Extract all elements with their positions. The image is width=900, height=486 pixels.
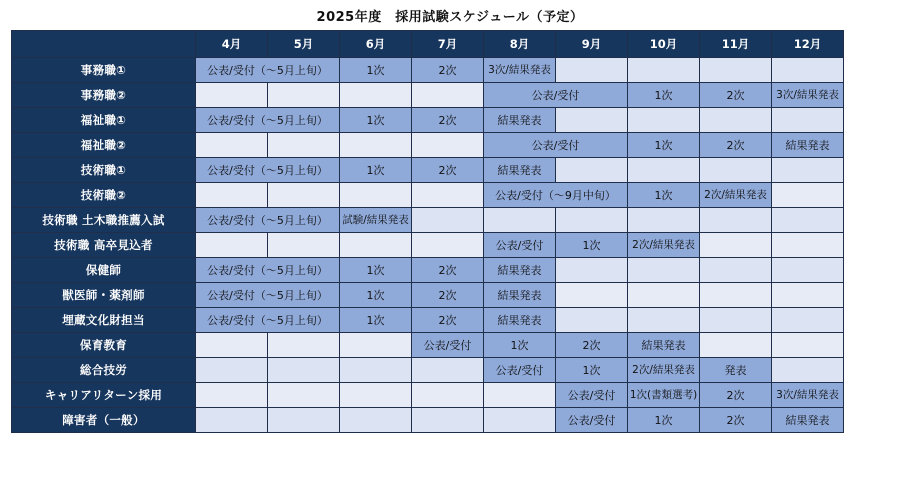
- cell-text: 1次: [654, 88, 673, 102]
- cell-text: 結果発表: [785, 413, 830, 427]
- month-header: 6月: [340, 31, 412, 58]
- empty-cell: [772, 333, 844, 358]
- month-header: 11月: [700, 31, 772, 58]
- schedule-cell: [700, 183, 772, 208]
- cell-text: 2次: [726, 413, 745, 427]
- schedule-cell: [412, 333, 484, 358]
- empty-cell: [196, 133, 268, 158]
- cell-text: 2次: [438, 313, 457, 327]
- cell-text: 3次/結果発表: [776, 388, 839, 401]
- empty-cell: [772, 358, 844, 383]
- schedule-cell: [484, 158, 556, 183]
- empty-cell: [484, 383, 556, 408]
- schedule-cell: [628, 408, 700, 433]
- empty-cell: [772, 58, 844, 83]
- schedule-cell: [772, 133, 844, 158]
- row-header: 獣医師・薬剤師: [12, 283, 196, 308]
- cell-text: 公表/受付（～5月上旬）: [207, 263, 328, 277]
- schedule-row: [12, 233, 844, 258]
- schedule-cell: [412, 58, 484, 83]
- cell-text: 1次: [366, 313, 385, 327]
- empty-cell: [412, 208, 484, 233]
- schedule-cell: [628, 233, 700, 258]
- empty-cell: [556, 258, 628, 283]
- cell-text: 結果発表: [641, 338, 686, 352]
- empty-cell: [700, 308, 772, 333]
- empty-cell: [196, 233, 268, 258]
- row-header: 福祉職①: [12, 108, 196, 133]
- cell-text: 2次: [438, 113, 457, 127]
- cell-text: 公表/受付: [567, 388, 616, 402]
- row-header: 埋蔵文化財担当: [12, 308, 196, 333]
- empty-cell: [556, 58, 628, 83]
- empty-cell: [628, 158, 700, 183]
- empty-cell: [196, 358, 268, 383]
- schedule-cell: [700, 358, 772, 383]
- schedule-row: [12, 208, 844, 233]
- empty-cell: [268, 408, 340, 433]
- month-header: 5月: [268, 31, 340, 58]
- schedule-table: [11, 30, 844, 433]
- cell-text: 2次: [438, 288, 457, 302]
- empty-cell: [268, 183, 340, 208]
- cell-text: 公表/受付（～5月上旬）: [207, 113, 328, 127]
- schedule-cell: [484, 58, 556, 83]
- empty-cell: [412, 408, 484, 433]
- empty-cell: [340, 358, 412, 383]
- schedule-cell: [196, 158, 340, 183]
- cell-text: 2次: [438, 63, 457, 77]
- schedule-cell: [628, 383, 700, 408]
- schedule-cell: [484, 183, 628, 208]
- schedule-cell: [484, 83, 628, 108]
- schedule-cell: [412, 283, 484, 308]
- cell-text: 公表/受付（～5月上旬）: [207, 288, 328, 302]
- schedule-cell: [484, 108, 556, 133]
- schedule-cell: [196, 283, 340, 308]
- empty-cell: [700, 158, 772, 183]
- empty-cell: [556, 308, 628, 333]
- schedule-cell: [700, 83, 772, 108]
- empty-cell: [268, 333, 340, 358]
- cell-text: 2次: [582, 338, 601, 352]
- cell-text: 公表/受付: [531, 88, 580, 102]
- schedule-cell: [412, 158, 484, 183]
- cell-text: 2次: [726, 138, 745, 152]
- empty-cell: [556, 108, 628, 133]
- empty-cell: [772, 283, 844, 308]
- empty-cell: [556, 208, 628, 233]
- schedule-cell: [340, 258, 412, 283]
- schedule-cell: [340, 208, 412, 233]
- cell-text: 公表/受付: [495, 238, 544, 252]
- empty-cell: [340, 83, 412, 108]
- cell-text: 2次/結果発表: [704, 188, 767, 201]
- cell-text: 結果発表: [497, 263, 542, 277]
- corner-cell: [12, 31, 196, 58]
- empty-cell: [628, 283, 700, 308]
- cell-text: 1次(書類選考): [629, 388, 698, 401]
- schedule-cell: [340, 283, 412, 308]
- schedule-row: [12, 133, 844, 158]
- cell-text: 結果発表: [497, 288, 542, 302]
- empty-cell: [268, 358, 340, 383]
- row-header: 福祉職②: [12, 133, 196, 158]
- schedule-row: [12, 183, 844, 208]
- empty-cell: [700, 108, 772, 133]
- empty-cell: [268, 83, 340, 108]
- page-title: 2025年度 採用試験スケジュール（予定）: [316, 10, 584, 25]
- cell-text: 1次: [366, 113, 385, 127]
- cell-text: 1次: [366, 288, 385, 302]
- schedule-row: [12, 258, 844, 283]
- schedule-cell: [340, 58, 412, 83]
- schedule-cell: [628, 83, 700, 108]
- empty-cell: [196, 83, 268, 108]
- empty-cell: [412, 233, 484, 258]
- cell-text: 3次/結果発表: [488, 63, 551, 76]
- empty-cell: [772, 258, 844, 283]
- cell-text: 公表/受付: [423, 338, 472, 352]
- schedule-cell: [700, 383, 772, 408]
- schedule-cell: [196, 258, 340, 283]
- cell-text: 公表/受付（～5月上旬）: [207, 163, 328, 177]
- schedule-cell: [556, 358, 628, 383]
- empty-cell: [700, 233, 772, 258]
- row-header: 保育教育: [12, 333, 196, 358]
- empty-cell: [628, 108, 700, 133]
- schedule-cell: [484, 358, 556, 383]
- schedule-cell: [484, 283, 556, 308]
- cell-text: 2次/結果発表: [632, 238, 695, 251]
- schedule-cell: [196, 108, 340, 133]
- empty-cell: [340, 408, 412, 433]
- month-header: 10月: [628, 31, 700, 58]
- schedule-row: [12, 333, 844, 358]
- schedule-cell: [772, 408, 844, 433]
- schedule-cell: [556, 333, 628, 358]
- empty-cell: [268, 133, 340, 158]
- schedule-cell: [700, 133, 772, 158]
- schedule-row: [12, 308, 844, 333]
- schedule-cell: [484, 333, 556, 358]
- empty-cell: [340, 133, 412, 158]
- empty-cell: [196, 183, 268, 208]
- empty-cell: [772, 233, 844, 258]
- schedule-row: [12, 108, 844, 133]
- schedule-cell: [412, 308, 484, 333]
- cell-text: 1次: [582, 238, 601, 252]
- cell-text: 結果発表: [497, 313, 542, 327]
- empty-cell: [340, 183, 412, 208]
- month-header: 12月: [772, 31, 844, 58]
- row-header: キャリアリターン採用: [12, 383, 196, 408]
- row-header: 総合技労: [12, 358, 196, 383]
- schedule-row: [12, 83, 844, 108]
- schedule-cell: [628, 133, 700, 158]
- schedule-cell: [340, 108, 412, 133]
- cell-text: 1次: [654, 413, 673, 427]
- schedule-cell: [556, 383, 628, 408]
- empty-cell: [628, 258, 700, 283]
- empty-cell: [196, 333, 268, 358]
- cell-text: 1次: [654, 138, 673, 152]
- row-header: 技術職②: [12, 183, 196, 208]
- row-header: 事務職②: [12, 83, 196, 108]
- empty-cell: [412, 83, 484, 108]
- empty-cell: [628, 308, 700, 333]
- schedule-body: [12, 58, 844, 433]
- empty-cell: [700, 258, 772, 283]
- row-header: 事務職①: [12, 58, 196, 83]
- schedule-cell: [556, 408, 628, 433]
- schedule-cell: [772, 383, 844, 408]
- schedule-row: [12, 358, 844, 383]
- row-header: 技術職 高卒見込者: [12, 233, 196, 258]
- row-header: 技術職①: [12, 158, 196, 183]
- empty-cell: [340, 333, 412, 358]
- empty-cell: [340, 233, 412, 258]
- empty-cell: [628, 208, 700, 233]
- empty-cell: [700, 58, 772, 83]
- cell-text: 1次: [366, 63, 385, 77]
- cell-text: 2次: [438, 163, 457, 177]
- cell-text: 公表/受付（～5月上旬）: [207, 213, 328, 227]
- schedule-row: [12, 383, 844, 408]
- empty-cell: [412, 133, 484, 158]
- cell-text: 1次: [366, 163, 385, 177]
- empty-cell: [772, 208, 844, 233]
- empty-cell: [196, 383, 268, 408]
- cell-text: 3次/結果発表: [776, 88, 839, 101]
- schedule-cell: [484, 233, 556, 258]
- empty-cell: [772, 108, 844, 133]
- cell-text: 公表/受付（～5月上旬）: [207, 313, 328, 327]
- row-header: 障害者（一般）: [12, 408, 196, 433]
- month-header: 7月: [412, 31, 484, 58]
- empty-cell: [340, 383, 412, 408]
- schedule-cell: [484, 258, 556, 283]
- cell-text: 結果発表: [785, 138, 830, 152]
- month-header: 9月: [556, 31, 628, 58]
- schedule-cell: [556, 233, 628, 258]
- row-header: 技術職 土木職推薦入試: [12, 208, 196, 233]
- empty-cell: [412, 383, 484, 408]
- cell-text: 2次: [726, 388, 745, 402]
- schedule-cell: [484, 133, 628, 158]
- cell-text: 試験/結果発表: [342, 213, 409, 226]
- schedule-cell: [772, 83, 844, 108]
- schedule-row: [12, 158, 844, 183]
- cell-text: 公表/受付（～5月上旬）: [207, 63, 328, 77]
- empty-cell: [484, 208, 556, 233]
- cell-text: 公表/受付: [495, 363, 544, 377]
- cell-text: 1次: [582, 363, 601, 377]
- cell-text: 結果発表: [497, 113, 542, 127]
- cell-text: 2次: [438, 263, 457, 277]
- empty-cell: [556, 158, 628, 183]
- cell-text: 1次: [366, 263, 385, 277]
- schedule-cell: [628, 183, 700, 208]
- schedule-row: [12, 408, 844, 433]
- empty-cell: [412, 358, 484, 383]
- cell-text: 結果発表: [497, 163, 542, 177]
- cell-text: 発表: [724, 363, 747, 377]
- cell-text: 公表/受付: [567, 413, 616, 427]
- schedule-cell: [196, 58, 340, 83]
- empty-cell: [556, 283, 628, 308]
- cell-text: 1次: [510, 338, 529, 352]
- empty-cell: [700, 283, 772, 308]
- empty-cell: [772, 183, 844, 208]
- schedule-cell: [340, 158, 412, 183]
- empty-cell: [772, 308, 844, 333]
- empty-cell: [772, 158, 844, 183]
- schedule-cell: [628, 358, 700, 383]
- schedule-cell: [196, 308, 340, 333]
- schedule-cell: [412, 258, 484, 283]
- cell-text: 2次: [726, 88, 745, 102]
- empty-cell: [484, 408, 556, 433]
- empty-cell: [700, 208, 772, 233]
- month-header: 4月: [196, 31, 268, 58]
- empty-cell: [628, 58, 700, 83]
- empty-cell: [412, 183, 484, 208]
- empty-cell: [196, 408, 268, 433]
- empty-cell: [268, 383, 340, 408]
- schedule-row: [12, 283, 844, 308]
- row-header: 保健師: [12, 258, 196, 283]
- schedule-row: [12, 58, 844, 83]
- month-header-row: [12, 31, 844, 58]
- schedule-cell: [340, 308, 412, 333]
- cell-text: 1次: [654, 188, 673, 202]
- schedule-cell: [484, 308, 556, 333]
- schedule-cell: [412, 108, 484, 133]
- schedule-cell: [700, 408, 772, 433]
- empty-cell: [268, 233, 340, 258]
- cell-text: 2次/結果発表: [632, 363, 695, 376]
- schedule-cell: [628, 333, 700, 358]
- cell-text: 公表/受付: [531, 138, 580, 152]
- month-header: 8月: [484, 31, 556, 58]
- cell-text: 公表/受付（～9月中旬）: [495, 188, 616, 202]
- empty-cell: [700, 333, 772, 358]
- schedule-cell: [196, 208, 340, 233]
